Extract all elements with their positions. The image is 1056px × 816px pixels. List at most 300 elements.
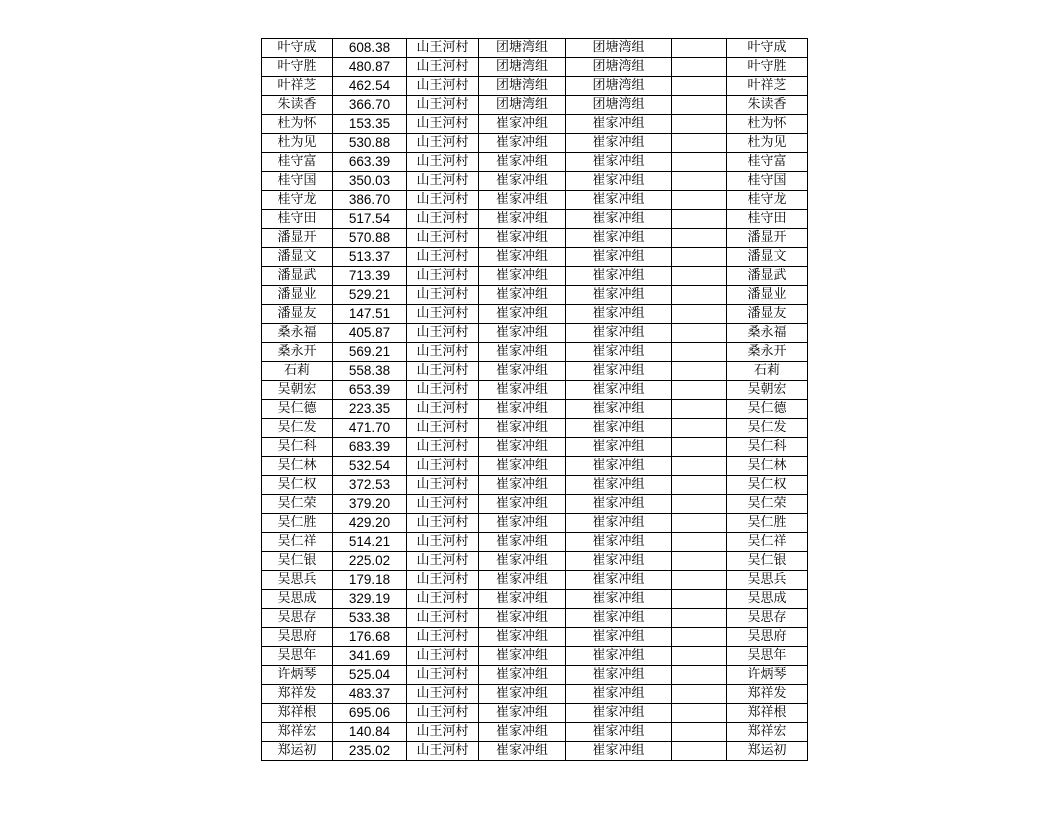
village-cell: 山王河村 — [407, 647, 479, 666]
empty-cell — [672, 115, 727, 134]
table-row — [262, 191, 808, 210]
name-cell: 吴思成 — [262, 590, 333, 609]
name-repeat-cell: 吴仁林 — [727, 457, 808, 476]
empty-cell — [672, 381, 727, 400]
table-row — [262, 115, 808, 134]
group-cell: 崔家冲组 — [479, 267, 566, 286]
name-repeat-cell: 吴仁权 — [727, 476, 808, 495]
area-cell: 525.04 — [333, 666, 407, 685]
empty-cell — [672, 628, 727, 647]
group-secondary-cell: 崔家冲组 — [566, 533, 672, 552]
name-cell: 叶祥芝 — [262, 77, 333, 96]
name-repeat-cell: 吴思年 — [727, 647, 808, 666]
group-secondary-cell: 崔家冲组 — [566, 647, 672, 666]
name-cell: 郑祥根 — [262, 704, 333, 723]
group-secondary-cell: 崔家冲组 — [566, 514, 672, 533]
table-row — [262, 685, 808, 704]
area-cell: 514.21 — [333, 533, 407, 552]
empty-cell — [672, 134, 727, 153]
group-cell: 崔家冲组 — [479, 685, 566, 704]
group-secondary-cell: 崔家冲组 — [566, 723, 672, 742]
village-cell: 山王河村 — [407, 134, 479, 153]
name-cell: 潘显开 — [262, 229, 333, 248]
name-repeat-cell: 许炳琴 — [727, 666, 808, 685]
group-cell: 崔家冲组 — [479, 704, 566, 723]
area-cell: 462.54 — [333, 77, 407, 96]
group-secondary-cell: 崔家冲组 — [566, 400, 672, 419]
table-row — [262, 362, 808, 381]
group-cell: 崔家冲组 — [479, 419, 566, 438]
empty-cell — [672, 248, 727, 267]
group-secondary-cell: 崔家冲组 — [566, 742, 672, 761]
name-cell: 郑祥发 — [262, 685, 333, 704]
group-secondary-cell: 崔家冲组 — [566, 666, 672, 685]
group-cell: 崔家冲组 — [479, 400, 566, 419]
village-cell: 山王河村 — [407, 39, 479, 58]
area-cell: 480.87 — [333, 58, 407, 77]
group-secondary-cell: 崔家冲组 — [566, 704, 672, 723]
village-cell: 山王河村 — [407, 609, 479, 628]
group-cell: 崔家冲组 — [479, 476, 566, 495]
name-cell: 潘显武 — [262, 267, 333, 286]
village-cell: 山王河村 — [407, 191, 479, 210]
name-repeat-cell: 吴仁荣 — [727, 495, 808, 514]
table-row — [262, 381, 808, 400]
table-row — [262, 609, 808, 628]
village-cell: 山王河村 — [407, 153, 479, 172]
group-cell: 崔家冲组 — [479, 134, 566, 153]
village-cell: 山王河村 — [407, 77, 479, 96]
area-cell: 570.88 — [333, 229, 407, 248]
village-cell: 山王河村 — [407, 419, 479, 438]
name-cell: 吴思兵 — [262, 571, 333, 590]
name-cell: 杜为见 — [262, 134, 333, 153]
table-row — [262, 286, 808, 305]
name-cell: 吴仁荣 — [262, 495, 333, 514]
group-cell: 崔家冲组 — [479, 438, 566, 457]
village-cell: 山王河村 — [407, 552, 479, 571]
group-secondary-cell: 崔家冲组 — [566, 419, 672, 438]
village-cell: 山王河村 — [407, 704, 479, 723]
group-secondary-cell: 崔家冲组 — [566, 248, 672, 267]
name-cell: 桂守国 — [262, 172, 333, 191]
group-secondary-cell: 崔家冲组 — [566, 191, 672, 210]
village-cell: 山王河村 — [407, 210, 479, 229]
group-secondary-cell: 崔家冲组 — [566, 210, 672, 229]
village-cell: 山王河村 — [407, 533, 479, 552]
empty-cell — [672, 153, 727, 172]
village-cell: 山王河村 — [407, 286, 479, 305]
empty-cell — [672, 324, 727, 343]
village-cell: 山王河村 — [407, 267, 479, 286]
group-cell: 崔家冲组 — [479, 191, 566, 210]
area-cell: 533.38 — [333, 609, 407, 628]
area-cell: 176.68 — [333, 628, 407, 647]
village-cell: 山王河村 — [407, 305, 479, 324]
table-row — [262, 77, 808, 96]
table-row — [262, 305, 808, 324]
name-cell: 吴朝宏 — [262, 381, 333, 400]
name-repeat-cell: 桂守田 — [727, 210, 808, 229]
empty-cell — [672, 723, 727, 742]
name-repeat-cell: 石莉 — [727, 362, 808, 381]
group-secondary-cell: 崔家冲组 — [566, 305, 672, 324]
name-repeat-cell: 潘显文 — [727, 248, 808, 267]
empty-cell — [672, 457, 727, 476]
village-cell: 山王河村 — [407, 248, 479, 267]
name-cell: 叶守成 — [262, 39, 333, 58]
group-cell: 崔家冲组 — [479, 628, 566, 647]
area-cell: 653.39 — [333, 381, 407, 400]
table-row — [262, 495, 808, 514]
empty-cell — [672, 96, 727, 115]
ledger-table — [261, 38, 808, 761]
name-repeat-cell: 叶守胜 — [727, 58, 808, 77]
ledger-body — [262, 39, 808, 761]
area-cell: 429.20 — [333, 514, 407, 533]
name-cell: 桑永开 — [262, 343, 333, 362]
area-cell: 179.18 — [333, 571, 407, 590]
area-cell: 147.51 — [333, 305, 407, 324]
area-cell: 223.35 — [333, 400, 407, 419]
name-repeat-cell: 吴仁祥 — [727, 533, 808, 552]
empty-cell — [672, 229, 727, 248]
table-row — [262, 58, 808, 77]
name-cell: 吴仁权 — [262, 476, 333, 495]
name-cell: 吴仁祥 — [262, 533, 333, 552]
group-secondary-cell: 崔家冲组 — [566, 628, 672, 647]
group-secondary-cell: 崔家冲组 — [566, 134, 672, 153]
name-repeat-cell: 桂守龙 — [727, 191, 808, 210]
village-cell: 山王河村 — [407, 115, 479, 134]
village-cell: 山王河村 — [407, 324, 479, 343]
group-secondary-cell: 崔家冲组 — [566, 286, 672, 305]
area-cell: 225.02 — [333, 552, 407, 571]
empty-cell — [672, 647, 727, 666]
area-cell: 372.53 — [333, 476, 407, 495]
group-secondary-cell: 崔家冲组 — [566, 476, 672, 495]
name-cell: 吴仁德 — [262, 400, 333, 419]
table-row — [262, 476, 808, 495]
group-cell: 崔家冲组 — [479, 514, 566, 533]
table-row — [262, 571, 808, 590]
empty-cell — [672, 58, 727, 77]
empty-cell — [672, 742, 727, 761]
empty-cell — [672, 438, 727, 457]
table-row — [262, 229, 808, 248]
table-row — [262, 514, 808, 533]
village-cell: 山王河村 — [407, 381, 479, 400]
area-cell: 235.02 — [333, 742, 407, 761]
empty-cell — [672, 495, 727, 514]
table-row — [262, 419, 808, 438]
name-cell: 吴仁发 — [262, 419, 333, 438]
name-repeat-cell: 郑祥发 — [727, 685, 808, 704]
name-repeat-cell: 吴思成 — [727, 590, 808, 609]
group-secondary-cell: 团塘湾组 — [566, 77, 672, 96]
name-cell: 吴仁银 — [262, 552, 333, 571]
village-cell: 山王河村 — [407, 58, 479, 77]
village-cell: 山王河村 — [407, 571, 479, 590]
area-cell: 386.70 — [333, 191, 407, 210]
empty-cell — [672, 172, 727, 191]
village-cell: 山王河村 — [407, 685, 479, 704]
name-cell: 吴仁胜 — [262, 514, 333, 533]
table-row — [262, 457, 808, 476]
area-cell: 471.70 — [333, 419, 407, 438]
area-cell: 529.21 — [333, 286, 407, 305]
name-cell: 朱读香 — [262, 96, 333, 115]
village-cell: 山王河村 — [407, 723, 479, 742]
table-row — [262, 742, 808, 761]
village-cell: 山王河村 — [407, 457, 479, 476]
group-cell: 崔家冲组 — [479, 210, 566, 229]
group-secondary-cell: 崔家冲组 — [566, 267, 672, 286]
group-secondary-cell: 团塘湾组 — [566, 96, 672, 115]
group-cell: 崔家冲组 — [479, 362, 566, 381]
table-row — [262, 552, 808, 571]
group-secondary-cell: 崔家冲组 — [566, 457, 672, 476]
group-secondary-cell: 崔家冲组 — [566, 381, 672, 400]
group-secondary-cell: 崔家冲组 — [566, 362, 672, 381]
name-repeat-cell: 吴仁发 — [727, 419, 808, 438]
empty-cell — [672, 400, 727, 419]
village-cell: 山王河村 — [407, 438, 479, 457]
group-cell: 崔家冲组 — [479, 666, 566, 685]
group-cell: 崔家冲组 — [479, 381, 566, 400]
empty-cell — [672, 267, 727, 286]
name-cell: 吴仁林 — [262, 457, 333, 476]
empty-cell — [672, 685, 727, 704]
name-cell: 潘显友 — [262, 305, 333, 324]
area-cell: 513.37 — [333, 248, 407, 267]
table-row — [262, 134, 808, 153]
group-cell: 崔家冲组 — [479, 742, 566, 761]
name-cell: 郑运初 — [262, 742, 333, 761]
table-row — [262, 248, 808, 267]
empty-cell — [672, 552, 727, 571]
name-cell: 潘显业 — [262, 286, 333, 305]
group-secondary-cell: 团塘湾组 — [566, 58, 672, 77]
group-cell: 崔家冲组 — [479, 172, 566, 191]
name-repeat-cell: 郑祥宏 — [727, 723, 808, 742]
name-cell: 叶守胜 — [262, 58, 333, 77]
empty-cell — [672, 609, 727, 628]
area-cell: 379.20 — [333, 495, 407, 514]
empty-cell — [672, 590, 727, 609]
table-row — [262, 267, 808, 286]
table-row — [262, 647, 808, 666]
area-cell: 532.54 — [333, 457, 407, 476]
group-secondary-cell: 崔家冲组 — [566, 229, 672, 248]
name-cell: 杜为怀 — [262, 115, 333, 134]
group-cell: 团塘湾组 — [479, 96, 566, 115]
table-row — [262, 39, 808, 58]
area-cell: 663.39 — [333, 153, 407, 172]
name-repeat-cell: 桑永福 — [727, 324, 808, 343]
table-row — [262, 533, 808, 552]
name-repeat-cell: 桂守国 — [727, 172, 808, 191]
name-repeat-cell: 郑祥根 — [727, 704, 808, 723]
table-row — [262, 438, 808, 457]
empty-cell — [672, 533, 727, 552]
group-cell: 团塘湾组 — [479, 58, 566, 77]
area-cell: 569.21 — [333, 343, 407, 362]
empty-cell — [672, 210, 727, 229]
village-cell: 山王河村 — [407, 362, 479, 381]
group-cell: 崔家冲组 — [479, 533, 566, 552]
table-row — [262, 704, 808, 723]
village-cell: 山王河村 — [407, 343, 479, 362]
name-repeat-cell: 吴思兵 — [727, 571, 808, 590]
empty-cell — [672, 362, 727, 381]
table-row — [262, 210, 808, 229]
area-cell: 713.39 — [333, 267, 407, 286]
name-cell: 吴思府 — [262, 628, 333, 647]
village-cell: 山王河村 — [407, 514, 479, 533]
group-cell: 崔家冲组 — [479, 552, 566, 571]
name-cell: 郑祥宏 — [262, 723, 333, 742]
table-row — [262, 153, 808, 172]
table-row — [262, 400, 808, 419]
name-repeat-cell: 吴仁德 — [727, 400, 808, 419]
area-cell: 608.38 — [333, 39, 407, 58]
name-cell: 吴思年 — [262, 647, 333, 666]
name-repeat-cell: 桑永开 — [727, 343, 808, 362]
table-row — [262, 723, 808, 742]
area-cell: 329.19 — [333, 590, 407, 609]
village-cell: 山王河村 — [407, 229, 479, 248]
group-cell: 崔家冲组 — [479, 495, 566, 514]
name-cell: 潘显文 — [262, 248, 333, 267]
area-cell: 483.37 — [333, 685, 407, 704]
table-row — [262, 172, 808, 191]
name-repeat-cell: 吴思存 — [727, 609, 808, 628]
village-cell: 山王河村 — [407, 628, 479, 647]
table-row — [262, 666, 808, 685]
group-cell: 崔家冲组 — [479, 286, 566, 305]
empty-cell — [672, 191, 727, 210]
area-cell: 350.03 — [333, 172, 407, 191]
name-cell: 桂守富 — [262, 153, 333, 172]
area-cell: 405.87 — [333, 324, 407, 343]
area-cell: 695.06 — [333, 704, 407, 723]
group-cell: 崔家冲组 — [479, 571, 566, 590]
name-cell: 石莉 — [262, 362, 333, 381]
name-repeat-cell: 潘显业 — [727, 286, 808, 305]
group-secondary-cell: 崔家冲组 — [566, 609, 672, 628]
village-cell: 山王河村 — [407, 400, 479, 419]
village-cell: 山王河村 — [407, 742, 479, 761]
empty-cell — [672, 514, 727, 533]
group-secondary-cell: 团塘湾组 — [566, 39, 672, 58]
village-cell: 山王河村 — [407, 96, 479, 115]
group-cell: 崔家冲组 — [479, 229, 566, 248]
group-cell: 崔家冲组 — [479, 324, 566, 343]
empty-cell — [672, 666, 727, 685]
area-cell: 153.35 — [333, 115, 407, 134]
area-cell: 558.38 — [333, 362, 407, 381]
group-secondary-cell: 崔家冲组 — [566, 438, 672, 457]
group-secondary-cell: 崔家冲组 — [566, 343, 672, 362]
empty-cell — [672, 343, 727, 362]
group-secondary-cell: 崔家冲组 — [566, 115, 672, 134]
group-cell: 团塘湾组 — [479, 39, 566, 58]
group-cell: 团塘湾组 — [479, 77, 566, 96]
name-repeat-cell: 潘显开 — [727, 229, 808, 248]
name-cell: 桂守龙 — [262, 191, 333, 210]
name-repeat-cell: 叶守成 — [727, 39, 808, 58]
name-cell: 吴思存 — [262, 609, 333, 628]
empty-cell — [672, 286, 727, 305]
group-secondary-cell: 崔家冲组 — [566, 153, 672, 172]
group-cell: 崔家冲组 — [479, 647, 566, 666]
name-repeat-cell: 潘显武 — [727, 267, 808, 286]
area-cell: 366.70 — [333, 96, 407, 115]
name-cell: 许炳琴 — [262, 666, 333, 685]
group-cell: 崔家冲组 — [479, 153, 566, 172]
group-cell: 崔家冲组 — [479, 590, 566, 609]
empty-cell — [672, 77, 727, 96]
group-secondary-cell: 崔家冲组 — [566, 495, 672, 514]
group-secondary-cell: 崔家冲组 — [566, 590, 672, 609]
name-cell: 桑永福 — [262, 324, 333, 343]
village-cell: 山王河村 — [407, 172, 479, 191]
area-cell: 140.84 — [333, 723, 407, 742]
group-cell: 崔家冲组 — [479, 723, 566, 742]
group-secondary-cell: 崔家冲组 — [566, 324, 672, 343]
village-cell: 山王河村 — [407, 666, 479, 685]
name-repeat-cell: 杜为见 — [727, 134, 808, 153]
area-cell: 341.69 — [333, 647, 407, 666]
area-cell: 517.54 — [333, 210, 407, 229]
name-repeat-cell: 吴仁胜 — [727, 514, 808, 533]
name-repeat-cell: 吴仁银 — [727, 552, 808, 571]
group-cell: 崔家冲组 — [479, 457, 566, 476]
group-cell: 崔家冲组 — [479, 343, 566, 362]
empty-cell — [672, 39, 727, 58]
group-cell: 崔家冲组 — [479, 115, 566, 134]
name-repeat-cell: 桂守富 — [727, 153, 808, 172]
name-repeat-cell: 吴思府 — [727, 628, 808, 647]
empty-cell — [672, 704, 727, 723]
area-cell: 530.88 — [333, 134, 407, 153]
area-cell: 683.39 — [333, 438, 407, 457]
group-secondary-cell: 崔家冲组 — [566, 552, 672, 571]
group-secondary-cell: 崔家冲组 — [566, 685, 672, 704]
group-cell: 崔家冲组 — [479, 305, 566, 324]
village-cell: 山王河村 — [407, 590, 479, 609]
name-cell: 吴仁科 — [262, 438, 333, 457]
group-cell: 崔家冲组 — [479, 248, 566, 267]
village-cell: 山王河村 — [407, 476, 479, 495]
village-cell: 山王河村 — [407, 495, 479, 514]
empty-cell — [672, 305, 727, 324]
name-repeat-cell: 杜为怀 — [727, 115, 808, 134]
empty-cell — [672, 476, 727, 495]
name-repeat-cell: 叶祥芝 — [727, 77, 808, 96]
empty-cell — [672, 419, 727, 438]
empty-cell — [672, 571, 727, 590]
name-repeat-cell: 吴仁科 — [727, 438, 808, 457]
name-repeat-cell: 吴朝宏 — [727, 381, 808, 400]
table-row — [262, 628, 808, 647]
group-secondary-cell: 崔家冲组 — [566, 571, 672, 590]
name-repeat-cell: 潘显友 — [727, 305, 808, 324]
group-secondary-cell: 崔家冲组 — [566, 172, 672, 191]
table-row — [262, 343, 808, 362]
group-cell: 崔家冲组 — [479, 609, 566, 628]
